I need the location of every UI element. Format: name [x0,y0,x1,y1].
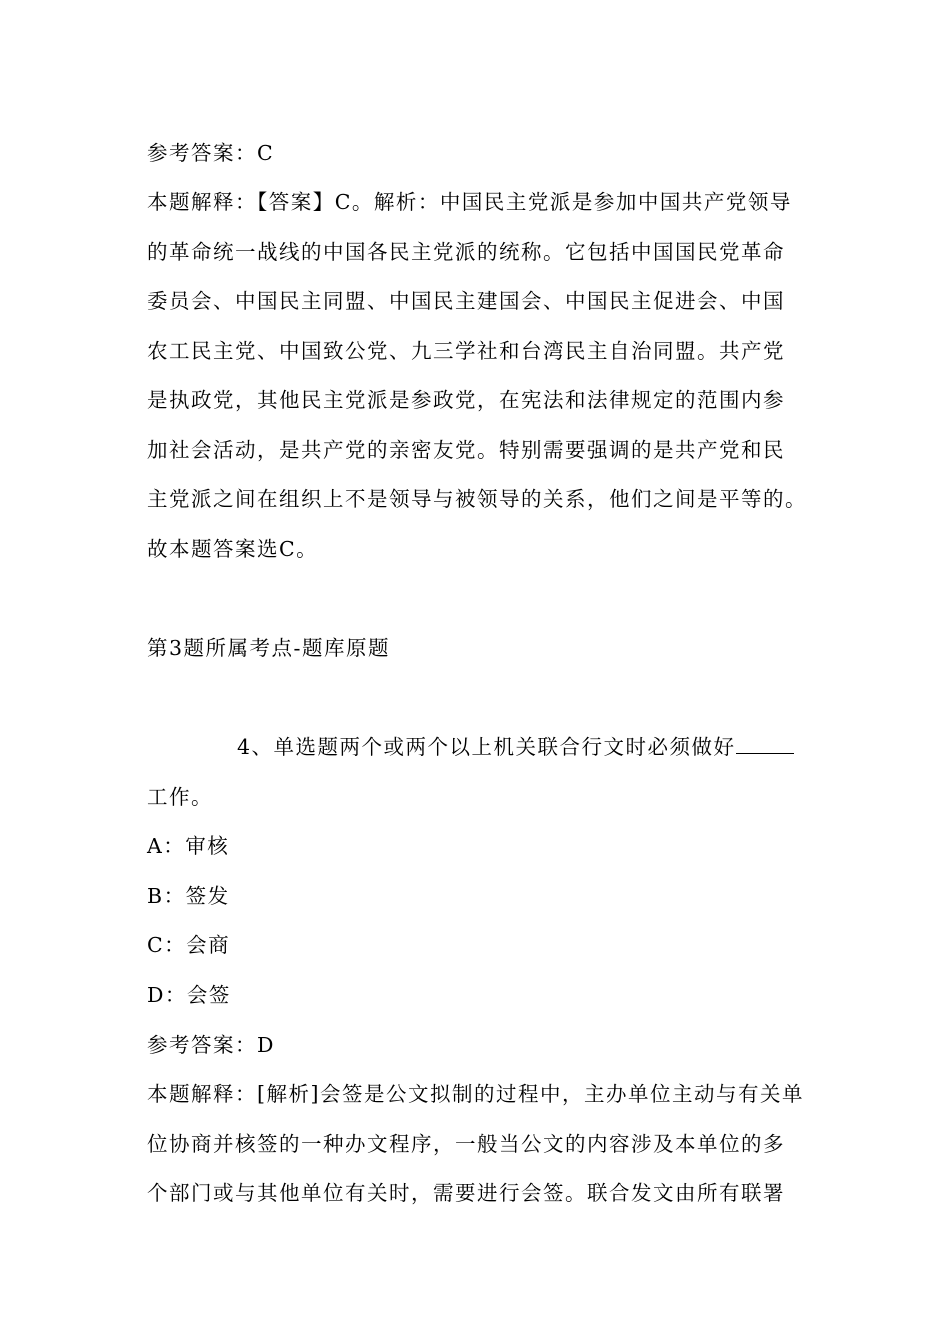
q3-explanation-line: 本题解释：【答案】C。解析：中国民主党派是参加中国共产党领导 [147,190,792,214]
q4-explanation-line: 位协商并核签的一种办文程序，一般当公文的内容涉及本单位的多 [147,1132,785,1156]
q3-topic: 第3题所属考点-题库原题 [147,636,390,660]
q3-explanation-line: 委员会、中国民主同盟、中国民主建国会、中国民主促进会、中国 [147,289,785,313]
q4-answer: 参考答案：D [147,1033,275,1057]
q3-explanation-line: 农工民主党、中国致公党、九三学社和台湾民主自治同盟。共产党 [147,339,785,363]
q3-explanation-line: 是执政党，其他民主党派是参政党，在宪法和法律规定的范围内参 [147,388,785,412]
q3-explanation-line: 主党派之间在组织上不是领导与被领导的关系，他们之间是平等的。 [147,487,807,511]
answer-blank [736,752,794,754]
q3-explanation-line: 故本题答案选C。 [147,537,319,561]
q4-option-a: A：审核 [147,834,230,858]
q4-explanation-line: 个部门或与其他单位有关时，需要进行会签。联合发文由所有联署 [147,1181,785,1205]
q4-option-d: D：会签 [147,983,231,1007]
q4-stem-continued: 工作。 [147,785,213,809]
q4-option-b: B：签发 [147,884,230,908]
q3-answer: 参考答案：C [147,141,275,165]
q3-explanation-line: 加社会活动，是共产党的亲密友党。特别需要强调的是共产党和民 [147,438,785,462]
q3-explanation-line: 的革命统一战线的中国各民主党派的统称。它包括中国国民党革命 [147,240,785,264]
q4-explanation-line: 本题解释：[解析]会签是公文拟制的过程中，主办单位主动与有关单 [147,1082,804,1106]
q4-option-c: C：会商 [147,933,231,957]
q4-stem-text: 4、单选题两个或两个以上机关联合行文时必须做好 [237,735,736,759]
q4-stem [237,734,794,760]
